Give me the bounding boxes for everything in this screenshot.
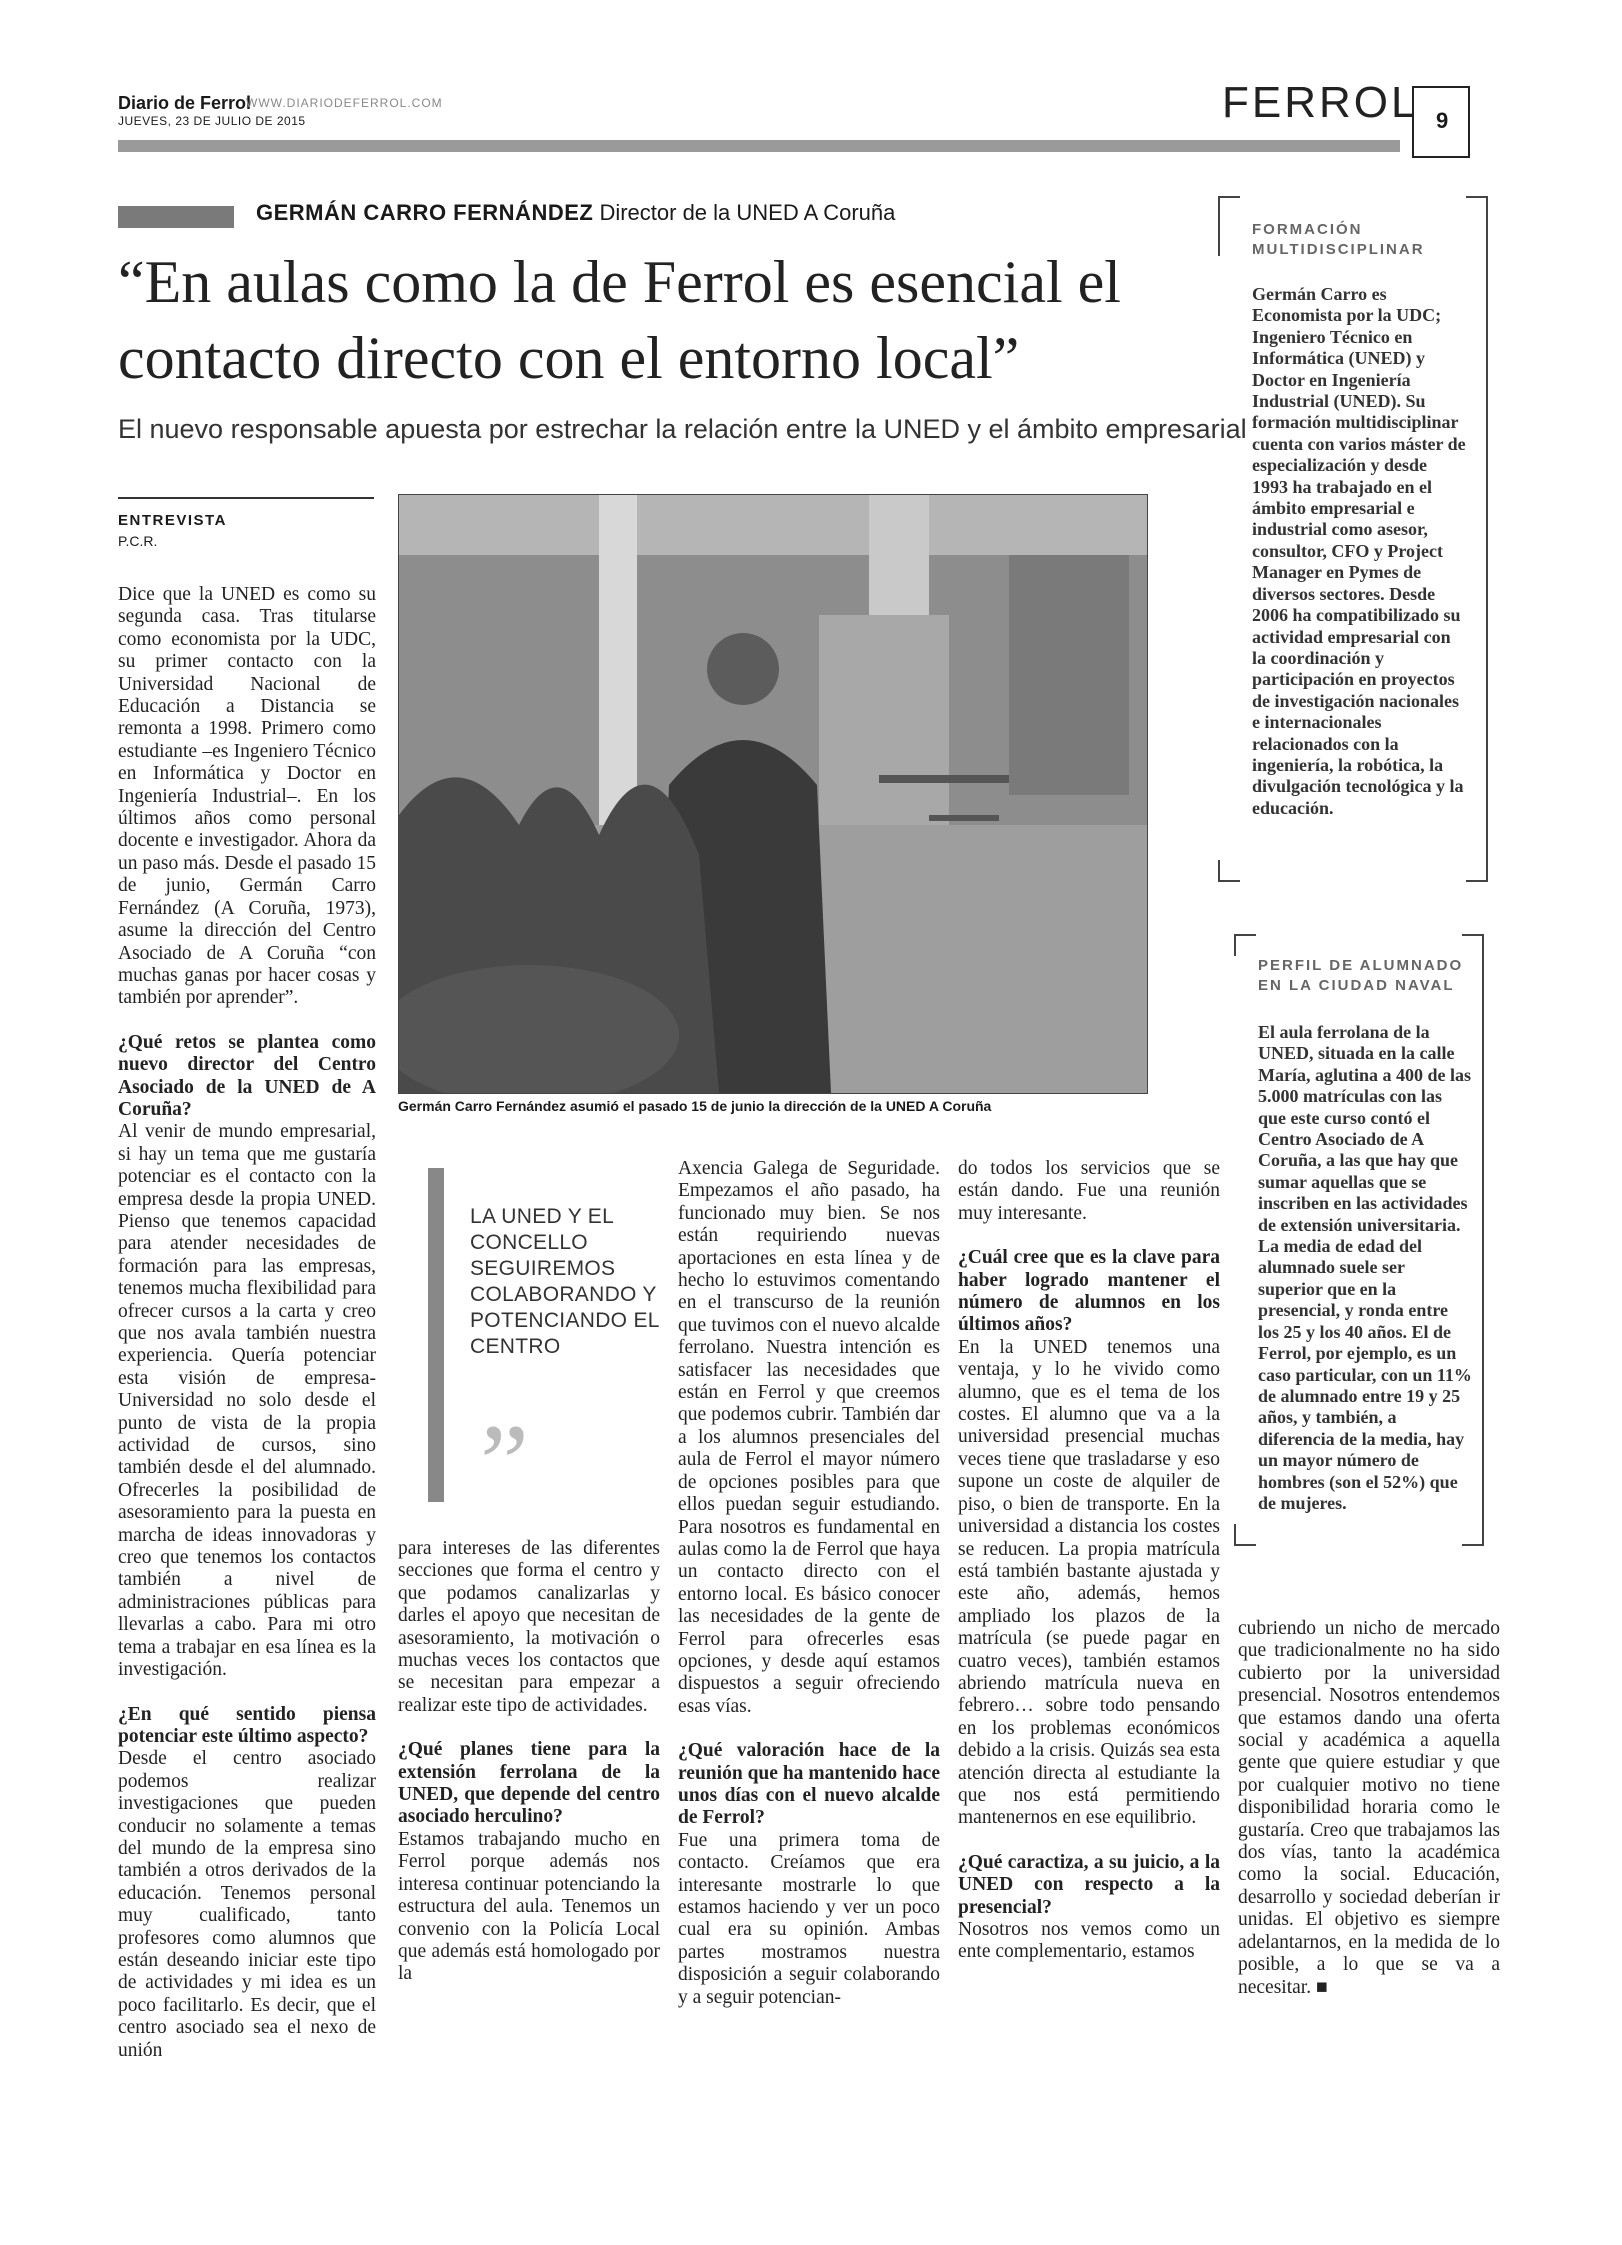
article-photo: [398, 494, 1148, 1094]
kicker-name: GERMÁN CARRO FERNÁNDEZ: [256, 200, 594, 225]
byline-author: P.C.R.: [118, 533, 158, 549]
quote-mark-icon: ”: [480, 1402, 529, 1524]
answer-2: Desde el centro asociado podemos realizar investigaciones que pueden conducir no solamente a temas del mundo de la empresa sino también a otros derivados de la educación. Tenemos personal muy cualificado, tanto profesores como alumnos que están deseando iniciar este tipo de actividades y mi idea es un poco facilitarlo. Es decir, que el centro asociado sea el nexo de unión: [118, 1748, 376, 2061]
question-1: ¿Qué retos se plantea como nuevo director del Centro Asociado de la UNED de A Coruña?: [118, 1031, 376, 1120]
publication-name: Diario de Ferrol: [118, 93, 252, 113]
subheadline: El nuevo responsable apuesta por estrechar la relación entre la UNED y el ámbito empresarial: [118, 414, 1247, 444]
section-name: FERROL: [1222, 78, 1419, 127]
photo-caption: Germán Carro Fernández asumió el pasado 15 de junio la dirección de la UNED A Coruña: [398, 1098, 992, 1114]
answer-6-continued: cubriendo un nicho de mercado que tradicionalmente no ha sido cubierto por la universidad presencial. Nosotros entendemos que estamos dando una oferta social y académica a aquella gente que quiere estudiar y que por cualquier motivo no tiene disponibilidad horaria como le gustaría. Creo que trabajamos las dos vías, tanto la académica como la social. Educación, desarrollo y sociedad deberían ir unidas. El objetivo es siempre adelantarnos, en la medida de lo posible, a lo que se va a necesitar. ■: [1238, 1618, 1500, 1998]
answer-3: Estamos trabajando mucho en Ferrol porque además nos interesa continuar potenciando la estructura del aula. Tenemos un convenio con la Policía Local que además está homologado por la: [398, 1828, 660, 1985]
article-column-1: [118, 584, 376, 2062]
byline-label: ENTREVISTA: [118, 512, 227, 529]
sidebar-2-title: PERFIL DE ALUMNADO EN LA CIUDAD NAVAL: [1258, 957, 1464, 994]
pull-quote-bracket: [428, 1168, 444, 1502]
sidebar-1-title: FORMACIÓN MULTIDISCIPLINAR: [1252, 221, 1425, 258]
publication-date: JUEVES, 23 DE JULIO DE 2015: [118, 114, 306, 128]
question-4: ¿Qué valoración hace de la reunión que ha mantenido hace unos días con el nuevo alcalde de Ferrol?: [678, 1740, 940, 1829]
question-6: ¿Qué caractiza, a su juicio, a la UNED con respecto a la presencial?: [958, 1851, 1220, 1918]
intro-paragraph: Dice que la UNED es como su segunda casa. Tras titularse como economista por la UDC, su primer contacto con la Universidad Nacional de Educación a Distancia se remonta a 1998. Primero como estudiante –es Ingeniero Técnico en Informática y Doctor en Ingeniería Industrial–. En los últimos años como personal docente e investigador. Ahora da un paso más. Desde el pasado 15 de junio, Germán Carro Fernández (A Coruña, 1973), asume la dirección del Centro Asociado de A Coruña “con muchas ganas por hacer cosas y también por aprender”.: [118, 584, 376, 1009]
article-column-3: [678, 1158, 940, 2009]
byline-rule: [118, 497, 374, 499]
question-5: ¿Cuál cree que es la clave para haber logrado mantener el número de alumnos en los últimos años?: [958, 1247, 1220, 1336]
answer-6: Nosotros nos vemos como un ente complementario, estamos: [958, 1919, 1220, 1963]
headline: “En aulas como la de Ferrol es esencial el contacto directo con el entorno local”: [118, 249, 1121, 391]
kicker: [256, 200, 895, 226]
masthead-rule: [118, 140, 1400, 152]
answer-5: En la UNED tenemos una ventaja, y lo he vivido como alumno, que es el tema de los costes. El alumno que va a la universidad presencial muchas veces tiene que trasladarse y eso supone un coste de alquiler de piso, o bien de transporte. En la universidad a distancia los costes se reducen. La propia matrícula está también bastante ajustada y este año, además, hemos ampliado los plazos de la matrícula (se puede pagar en cuatro veces), también estamos abriendo matrícula nueva en febrero… sobre todo pensando en los problemas económicos debido a la crisis. Quizás sea esta atención directa al estudiante la que nos está permitiendo mantenernos en ese equilibrio.: [958, 1336, 1220, 1829]
question-2: ¿En qué sentido piensa potenciar este último aspecto?: [118, 1703, 376, 1747]
pull-quote: LA UNED Y EL CONCELLO SEGUIREMOS COLABORANDO Y POTENCIANDO EL CENTRO: [470, 1205, 659, 1358]
photo-illustration: [399, 495, 1147, 1093]
kicker-role: Director de la UNED A Coruña: [599, 200, 896, 225]
sidebar-1-body: Germán Carro es Economista por la UDC; Ingeniero Técnico en Informática (UNED) y Doctor en Ingeniería Industrial (UNED). Su formación multidisciplinar cuenta con varios máster de especialización y desde 1993 ha trabajado en el ámbito empresarial e industrial como asesor, consultor, CFO y Project Manager en Pymes de diversos sectores. Desde 2006 ha compatibilizado su actividad empresarial con la coordinación y participación en proyectos de investigación nacionales e internacionales relacionados con la ingeniería, la robótica, la divulgación tecnológica y la educación.: [1252, 284, 1466, 818]
answer-1: Al venir de mundo empresarial, si hay un tema que me gustaría potenciar es el contacto con la empresa desde la propia UNED. Pienso que tenemos capacidad para atender necesidades de formación para las empresas, tenemos mucha flexibilidad para ofrecer cursos a la carta y creo que nos avala también nuestra experiencia. Quería potenciar esta visión de empresa-Universidad no solo desde el punto de vista de la propia actividad de cursos, sino también desde el del alumnado. Ofrecerles la posibilidad de asesoramiento para la puesta en marcha de ideas innovadoras y creo que tenemos los contactos también a nivel de administraciones públicas para llevarlas a cabo. Para mi otro tema a trabajar en esa línea es la investigación.: [118, 1121, 376, 1681]
answer-3-continued: Axencia Galega de Seguridade. Empezamos el año pasado, ha funcionado muy bien. Se nos están requiriendo nuevas aportaciones en esta línea y de hecho lo estuvimos comentando en el transcurso de la reunión que tuvimos con el nuevo alcalde ferrolano. Nuestra intención es satisfacer las necesidades que están en Ferrol y que creemos que podemos cubrir. También dar a los alumnos presenciales del aula de Ferrol el mayor número de opciones posibles para que ellos puedan seguir estudiando. Para nosotros es fundamental en aulas como la de Ferrol que haya un contacto directo con el entorno local. Es básico conocer las necesidades de la gente de Ferrol para ofrecerles esas opciones, y desde aquí estamos dispuestos a seguir ofreciendo esas vías.: [678, 1158, 940, 1717]
publication-url: WWW.DIARIODEFERROL.COM: [246, 96, 443, 110]
answer-4: Fue una primera toma de contacto. Creíamos que era interesante mostrarle lo que estamos haciendo y ver un poco cual era su opinión. Ambas partes mostramos nuestra disposición a seguir colaborando y a seguir potencian-: [678, 1829, 940, 2008]
answer-2-continued: para intereses de las diferentes secciones que forma el centro y que podamos canalizarlas y darles el apoyo que necesitan de asesoramiento, la motivación o muchas veces los contactos que se necesitan para empezar a realizar este tipo de actividades.: [398, 1538, 660, 1716]
sidebar-2-body: El aula ferrolana de la UNED, situada en la calle María, aglutina a 400 de las 5.000 matrículas con las que este curso contó el Centro Asociado de A Coruña, a las que hay que sumar aquellas que se inscriben en las actividades de extensión universitaria. La media de edad del alumnado suele ser superior que en la presencial, y ronda entre los 25 y los 40 años. El de Ferrol, por ejemplo, es un caso particular, con un 11% de alumnado entre 19 y 25 años, y también, a diferencia de la media, hay un mayor número de hombres (son el 52%) que de mujeres.: [1258, 1022, 1472, 1513]
article-column-4: [958, 1158, 1220, 1964]
answer-4-continued: do todos los servicios que se están dando. Fue una reunión muy interesante.: [958, 1158, 1220, 1224]
question-3: ¿Qué planes tiene para la extensión ferrolana de la UNED, que depende del centro asociado herculino?: [398, 1739, 660, 1828]
article-column-5: [1238, 1618, 1500, 1999]
kicker-bar: [118, 206, 234, 228]
article-column-2: [398, 1538, 660, 1986]
page-number: 9: [1436, 108, 1449, 133]
